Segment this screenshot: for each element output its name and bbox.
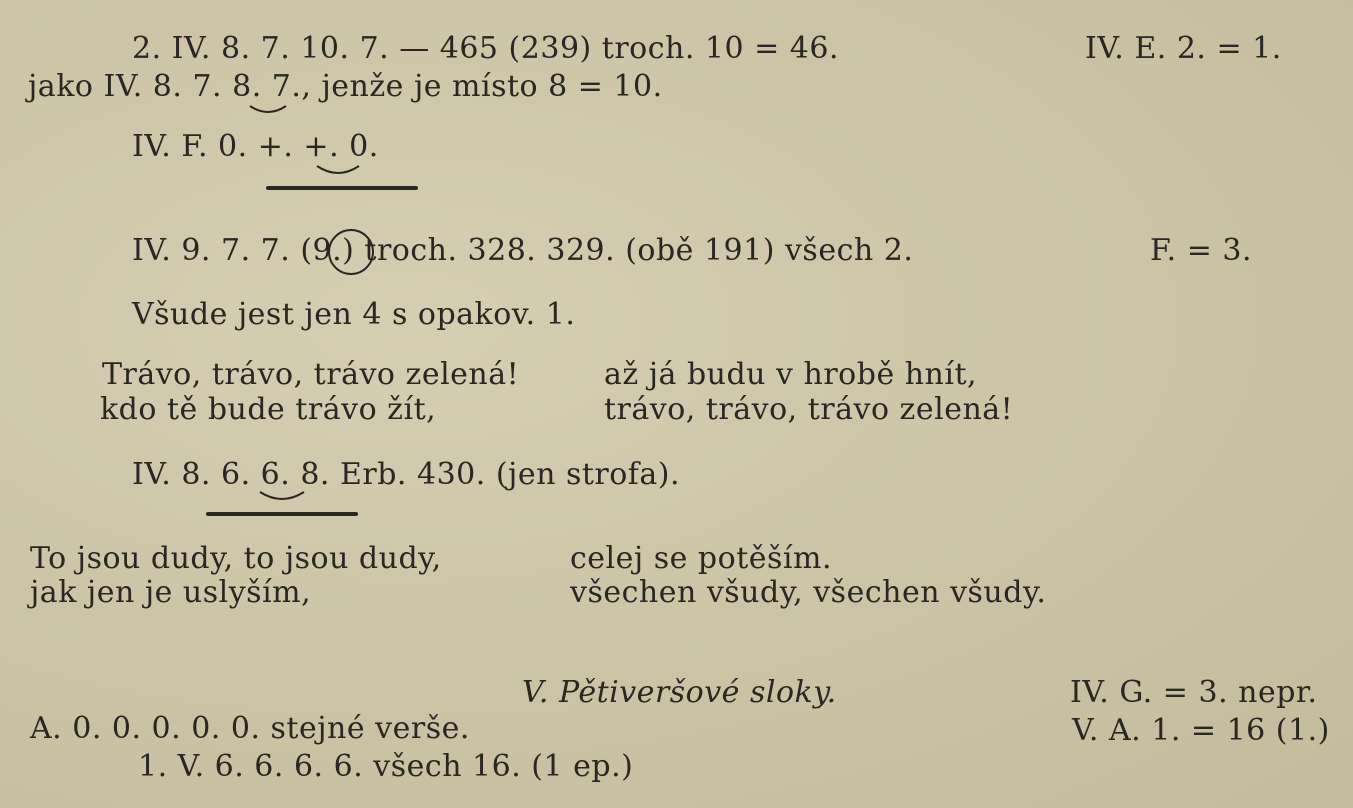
line-2: jako IV. 8. 7. 8. 7., jenže je místo 8 = 10. [28,69,663,104]
line-1: 2. IV. 8. 7. 10. 7. — 465 (239) troch. 10 = 46. [132,31,840,66]
underline-bar [206,512,358,516]
line-9: 1. V. 6. 6. 6. 6. všech 16. (1 ep.) [138,749,634,784]
line-8: A. 0. 0. 0. 0. 0. stejné verše. [30,711,470,746]
margin-note-4: F. = 3. [1150,233,1253,268]
margin-note-1: IV. E. 2. = 1. [1085,31,1282,66]
ligature-arc-mark [248,104,288,118]
line-6: IV. 8. 6. 6. 8. Erb. 430. (jen strofa). [132,457,681,492]
section-heading: V. Pětiveršové sloky. [522,675,837,710]
poem1-line-1: Trávo, trávo, trávo zelená! [102,357,520,392]
underline-bar [266,186,418,190]
margin-note-7: IV. G. = 3. nepr. [1070,675,1318,710]
line-3: IV. F. 0. +. +. 0. [132,129,379,164]
line-5: Všude jest jen 4 s opakov. 1. [132,297,576,332]
margin-note-8: V. A. 1. = 16 (1.) [1072,713,1330,748]
line-4: IV. 9. 7. 7. (9.) troch. 328. 329. (obě 191) všech 2. [132,233,914,268]
poem1-line-4: trávo, trávo, trávo zelená! [604,392,1014,427]
poem2-line-3: celej se potěším. [570,541,832,576]
poem2-line-4: všechen všudy, všechen všudy. [570,575,1047,610]
poem2-line-2: jak jen je uslyším, [30,575,312,610]
poem1-line-3: až já budu v hrobě hnít, [604,357,978,392]
ligature-arc-mark [258,490,306,506]
poem2-line-1: To jsou dudy, to jsou dudy, [30,541,442,576]
poem1-line-2: kdo tě bude trávo žít, [100,392,437,427]
ligature-arc-mark [315,164,361,180]
circle-mark [328,229,374,275]
